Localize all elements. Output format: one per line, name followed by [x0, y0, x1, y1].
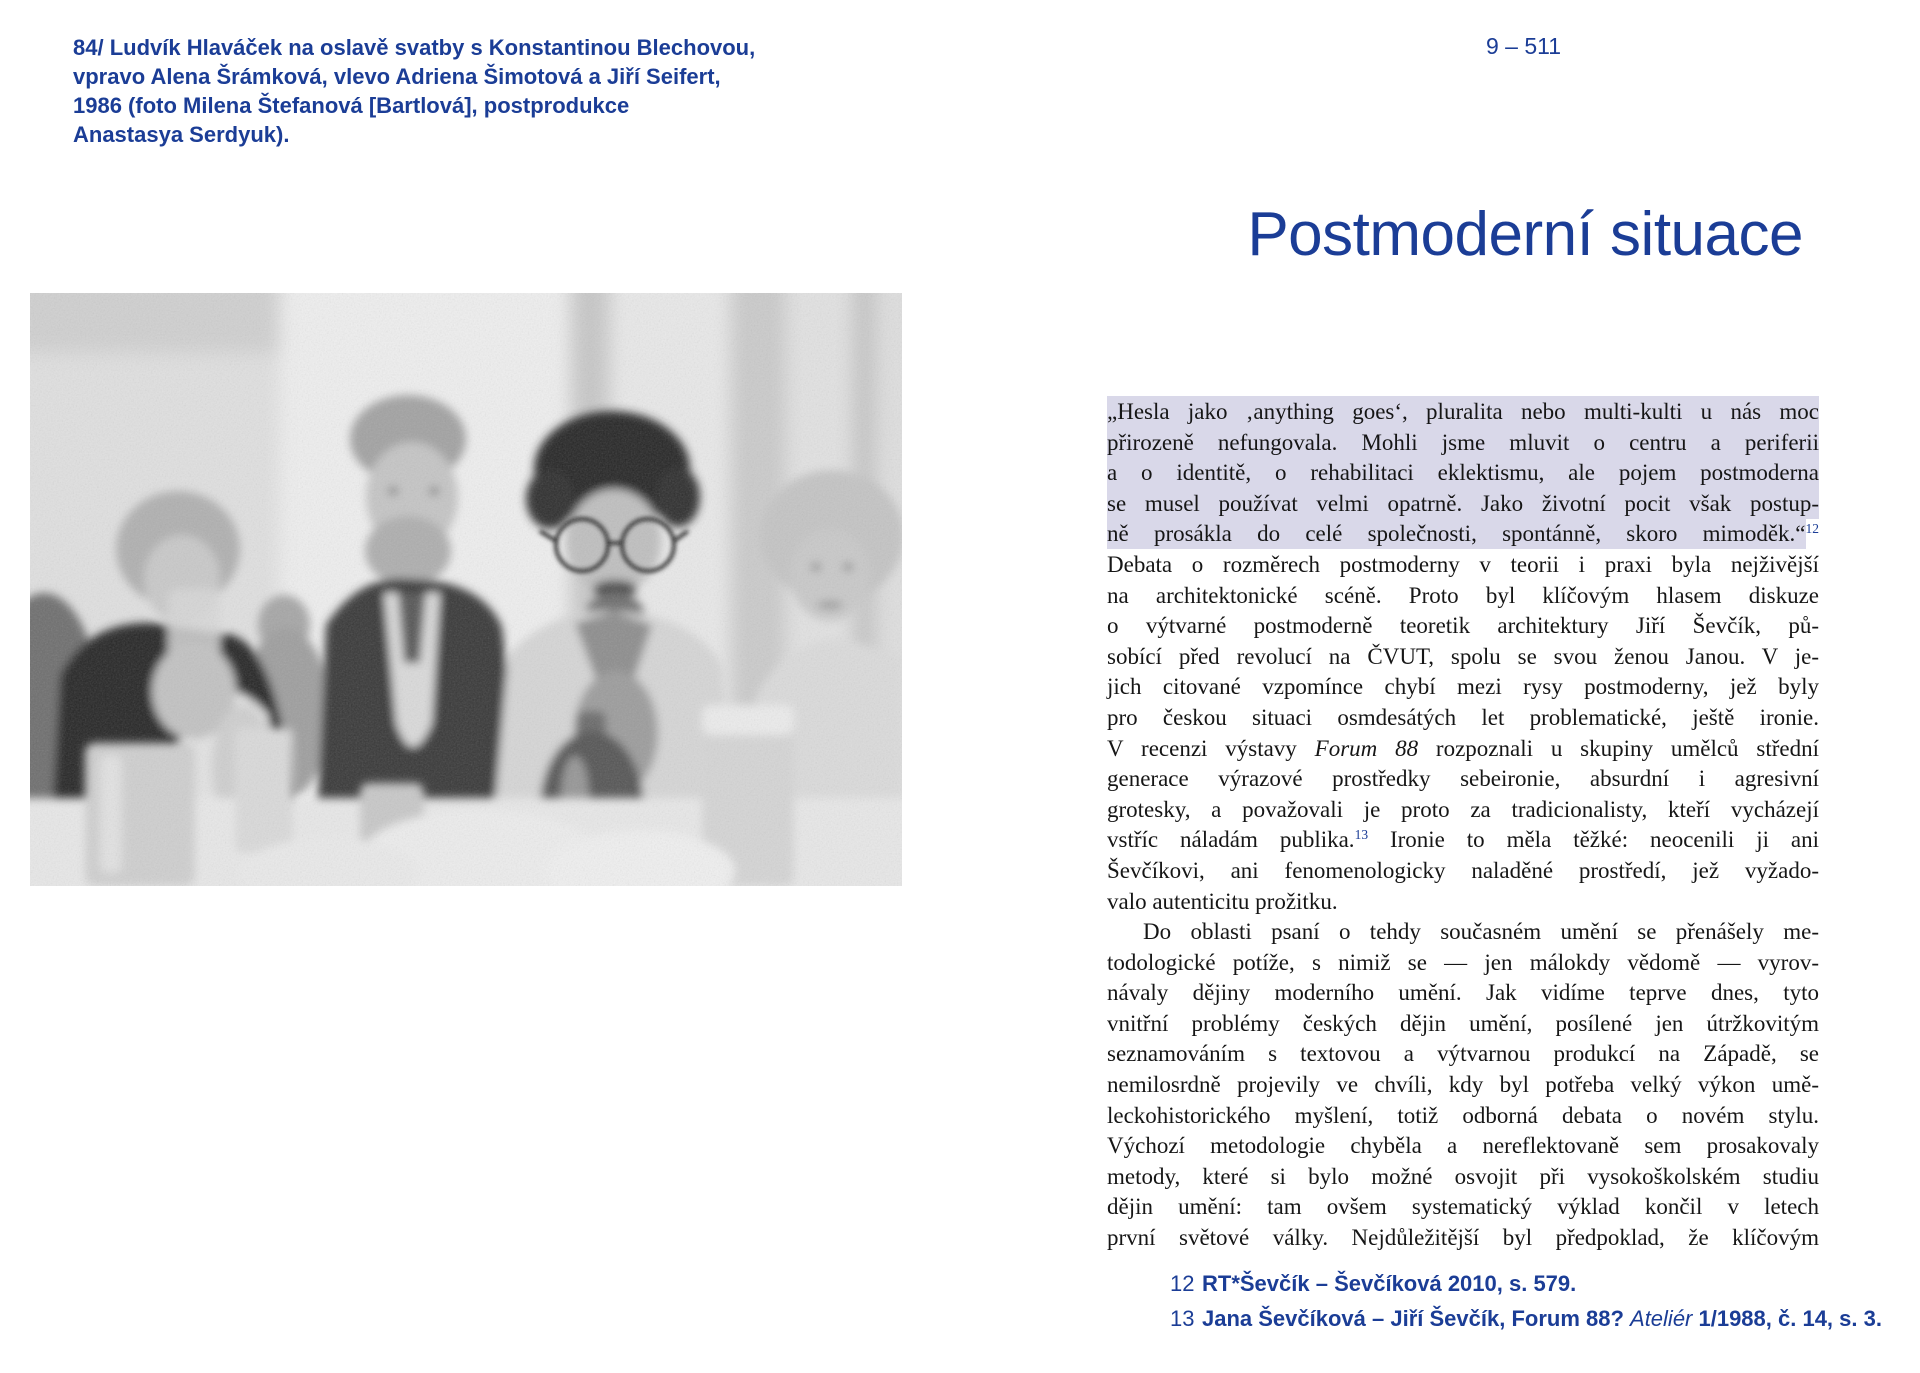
text-segment: Ševčíkovi, ani fenomenologicky naladěné prostředí, jež vyžado-	[1107, 857, 1819, 883]
text-segment: jich citované vzpomínce chybí mezi rysy postmoderny, jež byly	[1107, 674, 1819, 700]
text-segment: 1/1988, č. 14, s. 3.	[1692, 1306, 1882, 1331]
body-line	[1107, 550, 1819, 581]
footnote-number: 13	[1170, 1306, 1195, 1331]
footnote-number: 12	[1170, 1271, 1195, 1296]
text-segment: RT*Ševčík – Ševčíková 2010, s. 579.	[1202, 1271, 1577, 1296]
text-segment: Ironie to měla těžké: neocenili ji ani	[1368, 827, 1819, 853]
text-segment: návaly dějiny moderního umění. Jak vidíme teprve dnes, tyto	[1107, 980, 1819, 1006]
footnote-text	[1202, 1301, 1882, 1336]
body-line	[1107, 1131, 1819, 1162]
body-line	[1107, 764, 1819, 795]
footnote-reference: 12	[1805, 521, 1819, 537]
body-line	[1107, 1192, 1819, 1223]
footnote-reference: 13	[1354, 827, 1369, 843]
body-line	[1107, 428, 1819, 459]
body-line	[1107, 519, 1819, 550]
footnotes-block	[1170, 1266, 1882, 1336]
footnote-text	[1202, 1266, 1576, 1301]
text-segment: ně prosákla do celé společnosti, spontánně, skoro mimoděk.“	[1107, 518, 1806, 549]
text-segment: Jana Ševčíková – Jiří Ševčík, Forum 88?	[1202, 1306, 1631, 1331]
body-line	[1107, 1162, 1819, 1193]
footnote	[1170, 1266, 1882, 1301]
text-segment: valo autenticitu prožitku.	[1107, 888, 1338, 914]
body-line	[1107, 978, 1819, 1009]
body-line	[1107, 1101, 1819, 1132]
text-segment: Do oblasti psaní o tehdy současném umění se přenášely me-	[1143, 919, 1819, 945]
text-segment: pro českou situaci osmdesátých let problematické, ještě ironie.	[1107, 704, 1819, 730]
text-segment: seznamováním s textovou a výtvarnou produkcí na Západě, se	[1107, 1041, 1819, 1067]
figure-photo	[30, 293, 902, 886]
film-grain-overlay	[30, 293, 902, 886]
footnote	[1170, 1301, 1882, 1336]
body-line	[1107, 672, 1819, 703]
text-segment: leckohistorického myšlení, totiž odborná debata o novém stylu.	[1107, 1102, 1819, 1128]
body-line	[1107, 825, 1819, 856]
text-segment: todologické potíže, s nimiž se — jen málokdy vědomě — vyrov-	[1107, 949, 1819, 975]
text-segment: generace výrazové prostředky sebeironie, absurdní i agresivní	[1107, 766, 1819, 792]
text-segment: přirozeně nefungovala. Mohli jsme mluvit o centru a periferii	[1107, 427, 1819, 458]
body-line	[1107, 856, 1819, 887]
body-line	[1107, 1009, 1819, 1040]
wedding-photo-image	[30, 293, 902, 886]
body-line	[1107, 734, 1819, 765]
body-line	[1107, 458, 1819, 489]
chapter-title: Postmoderní situace	[1247, 200, 1803, 269]
text-segment: o výtvarné postmoderně teoretik architektury Jiří Ševčík, pů-	[1107, 613, 1819, 639]
text-segment: Výchozí metodologie chyběla a nereflektovaně sem prosakovaly	[1107, 1133, 1819, 1159]
body-line	[1107, 703, 1819, 734]
text-segment: Debata o rozměrech postmoderny v teorii i praxi byla nejživější	[1107, 551, 1819, 577]
text-segment: se musel používat velmi opatrně. Jako životní pocit však postup-	[1107, 488, 1819, 519]
text-segment: grotesky, a považovali je proto za tradicionalisty, kteří vycházejí	[1107, 796, 1819, 822]
text-segment: vstříc náladám publika.	[1107, 827, 1355, 853]
text-segment: metody, které si bylo možné osvojit při vysokoškolském studiu	[1107, 1163, 1819, 1189]
text-segment: vnitřní problémy českých dějin umění, posílené jen útržkovitým	[1107, 1010, 1819, 1036]
caption-line: 1986 (foto Milena Štefanová [Bartlová], postprodukce	[73, 93, 630, 118]
body-line	[1107, 1070, 1819, 1101]
caption-line: vpravo Alena Šrámková, vlevo Adriena Šimotová a Jiří Seifert,	[73, 64, 721, 89]
text-segment: V recenzi výstavy	[1107, 735, 1315, 761]
text-segment: rozpoznali u skupiny umělců střední	[1418, 735, 1819, 761]
text-segment: a o identitě, o rehabilitaci eklektismu, ale pojem postmoderna	[1107, 457, 1819, 488]
text-segment: první světové války. Nejdůležitější byl předpoklad, že klíčovým	[1107, 1225, 1819, 1251]
body-line	[1107, 611, 1819, 642]
body-line	[1107, 795, 1819, 826]
text-segment: nemilosrdně projevily ve chvíli, kdy byl potřeba velký výkon umě-	[1107, 1072, 1819, 1098]
caption-line: 84/ Ludvík Hlaváček na oslavě svatby s Konstantinou Blechovou,	[73, 35, 756, 60]
body-line	[1107, 581, 1819, 612]
body-line	[1107, 642, 1819, 673]
body-line	[1107, 917, 1819, 948]
text-segment: sobící před revolucí na ČVUT, spolu se svou ženou Janou. V je-	[1107, 643, 1819, 669]
text-segment: Ateliér	[1630, 1306, 1693, 1331]
body-text-column	[1107, 397, 1819, 1254]
body-line	[1107, 1223, 1819, 1254]
body-line	[1107, 1039, 1819, 1070]
page-folio: 9 – 511	[1486, 33, 1562, 59]
body-line	[1107, 489, 1819, 520]
figure-caption	[73, 33, 853, 149]
text-segment: „Hesla jako ‚anything goes‘, pluralita nebo multi-kulti u nás moc	[1107, 396, 1819, 427]
caption-line: Anastasya Serdyuk).	[73, 122, 290, 147]
text-segment: na architektonické scéně. Proto byl klíčovým hlasem diskuze	[1107, 582, 1819, 608]
text-segment: Forum 88	[1314, 735, 1419, 761]
text-segment: dějin umění: tam ovšem systematický výklad končil v letech	[1107, 1194, 1819, 1220]
body-line	[1107, 887, 1819, 918]
body-line	[1107, 948, 1819, 979]
body-line	[1107, 397, 1819, 428]
